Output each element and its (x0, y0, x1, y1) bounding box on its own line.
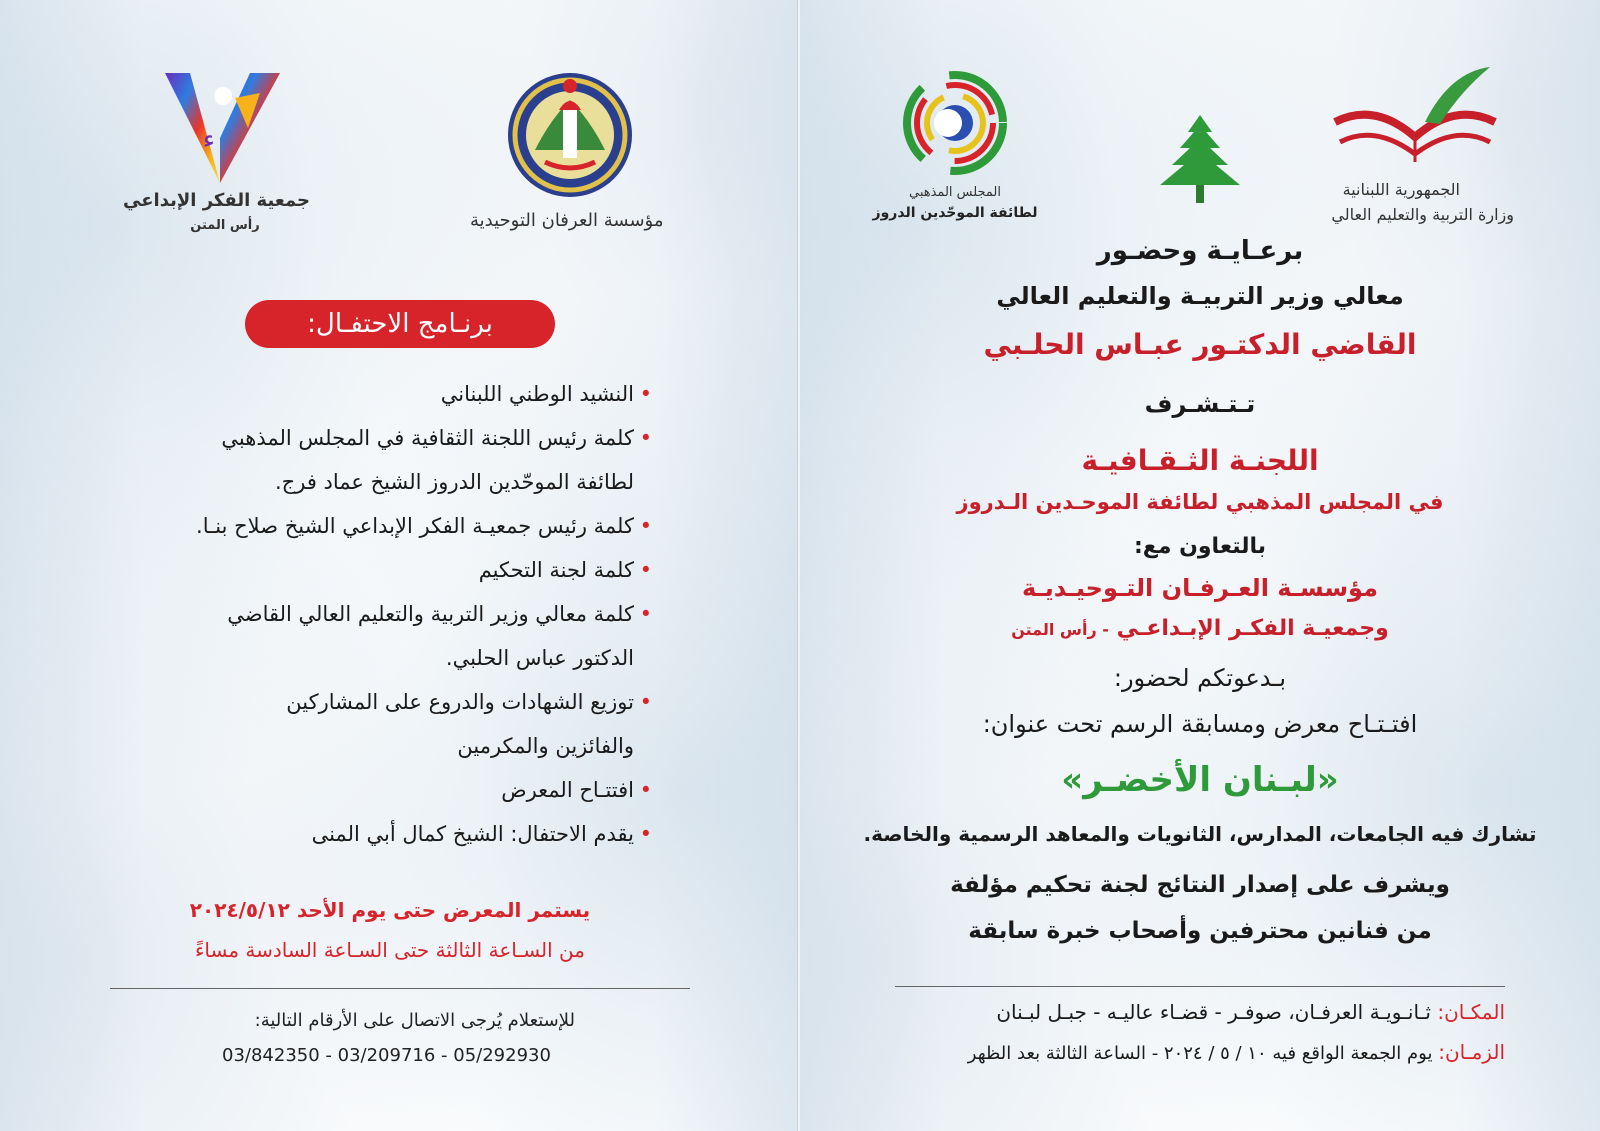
org-fikr-name: وجمعيـة الفكـر الإبـداعـي (1116, 616, 1389, 641)
contact-numbers: 03/842350 - 03/209716 - 05/292930 (222, 1045, 551, 1066)
theme-title: «لبـنان الأخضـر» (1061, 760, 1339, 800)
divider (895, 986, 1505, 987)
invitation-panel (800, 0, 1600, 1131)
exhibit-duration-note: يستمر المعرض حتى يوم الأحد ٢٠٢٤/٥/١٢ (189, 898, 591, 922)
participants-text: تشارك فيه الجامعات، المدارس، الثانويات والمعاهد الرسمية والخاصة. (863, 822, 1537, 846)
jury-text-1: ويشرف على إصدار النتائج لجنة تحكيم مؤلفة (950, 872, 1450, 898)
opening-text: افتـتـاح معرض ومسابقة الرسم تحت عنوان: (982, 710, 1418, 738)
program-list (132, 372, 652, 856)
program-item: • كلمة معالي وزير التربية والتعليم العالي القاضي الدكتور عباس الحلبي. (132, 592, 652, 680)
exhibit-hours-note: من السـاعة الثالثة حتى السـاعة السادسة مساءً (194, 938, 585, 962)
contact-label: للإستعلام يُرجى الاتصال على الأرقام التالية: (254, 1010, 575, 1031)
committee-name: اللجنـة الثـقـافيـة (1081, 444, 1319, 477)
patronage-heading: برعـايـة وحضـور (1096, 236, 1304, 266)
place-value: ثـانـويـة العرفـان، صوفـر - قضـاء عاليـه - جبـل لبـنان (996, 1000, 1431, 1024)
program-title: برنـامج الاحتفـال: (245, 300, 555, 348)
committee-subtitle: في المجلس المذهبي لطائفة الموحـدين الـدروز (956, 490, 1444, 514)
time-label: الزمـان: (1438, 1040, 1505, 1064)
svg-text:ء: ء (202, 125, 215, 155)
council-label-1: المجلس المذهبي (908, 185, 1001, 200)
minister-name: القاضي الدكتـور عبـاس الحلـبي (983, 328, 1417, 361)
program-item: • توزيع الشهادات والدروع على المشاركين والفائزين والمكرمين (132, 680, 652, 768)
divider (110, 988, 690, 989)
program-item: • كلمة لجنة التحكيم (132, 548, 652, 592)
program-item: • كلمة رئيس جمعيـة الفكر الإبداعي الشيخ صلاح بنـا. (132, 504, 652, 548)
invite-text: بـدعوتكم لحضور: (1113, 664, 1287, 692)
program-item: • النشيد الوطني اللبناني (132, 372, 652, 416)
program-item: • افتتـاح المعرض (132, 768, 652, 812)
cedar-tree-icon (1150, 110, 1250, 210)
org-irfan: مؤسسـة العـرفـان التـوحيـديـة (1022, 574, 1378, 602)
cooperation-label: بالتعاون مع: (1134, 534, 1266, 559)
fikr-logo-subtitle: رأس المتن (190, 218, 260, 233)
ministry-book-icon (1330, 62, 1500, 172)
org-fikr (800, 616, 1600, 641)
program-panel (0, 0, 798, 1131)
irfan-emblem-icon (505, 70, 635, 200)
org-fikr-place: - رأس المتن (1011, 620, 1109, 639)
time-line (968, 1040, 1505, 1064)
program-item: • يقدم الاحتفال: الشيخ كمال أبي المنى (132, 812, 652, 856)
place-line (996, 1000, 1505, 1024)
fikr-logo-icon (160, 68, 290, 188)
honors-text: تـتـشـرف (1144, 390, 1256, 418)
council-label-2: لطائفة الموحّدين الدروز (872, 205, 1038, 221)
ministry-label-1: الجمهورية اللبنانية (1342, 180, 1460, 199)
council-circle-icon (900, 68, 1010, 178)
ministry-label-2: وزارة التربية والتعليم العالي (1331, 205, 1514, 224)
irfan-logo-label: مؤسسة العرفان التوحيدية (470, 210, 664, 231)
program-item: • كلمة رئيس اللجنة الثقافية في المجلس المذهبي لطائفة الموحّدين الدروز الشيخ عماد فرج. (132, 416, 652, 504)
jury-text-2: من فنانين محترفين وأصحاب خبرة سابقة (968, 918, 1432, 944)
fikr-logo-title: جمعية الفكر الإبداعي (123, 190, 310, 211)
time-value: يوم الجمعة الواقع فيه ١٠ / ٥ / ٢٠٢٤ - الساعة الثالثة بعد الظهر (967, 1043, 1433, 1064)
place-label: المكـان: (1437, 1000, 1505, 1024)
minister-title: معالي وزير التربيـة والتعليم العالي (996, 282, 1404, 310)
